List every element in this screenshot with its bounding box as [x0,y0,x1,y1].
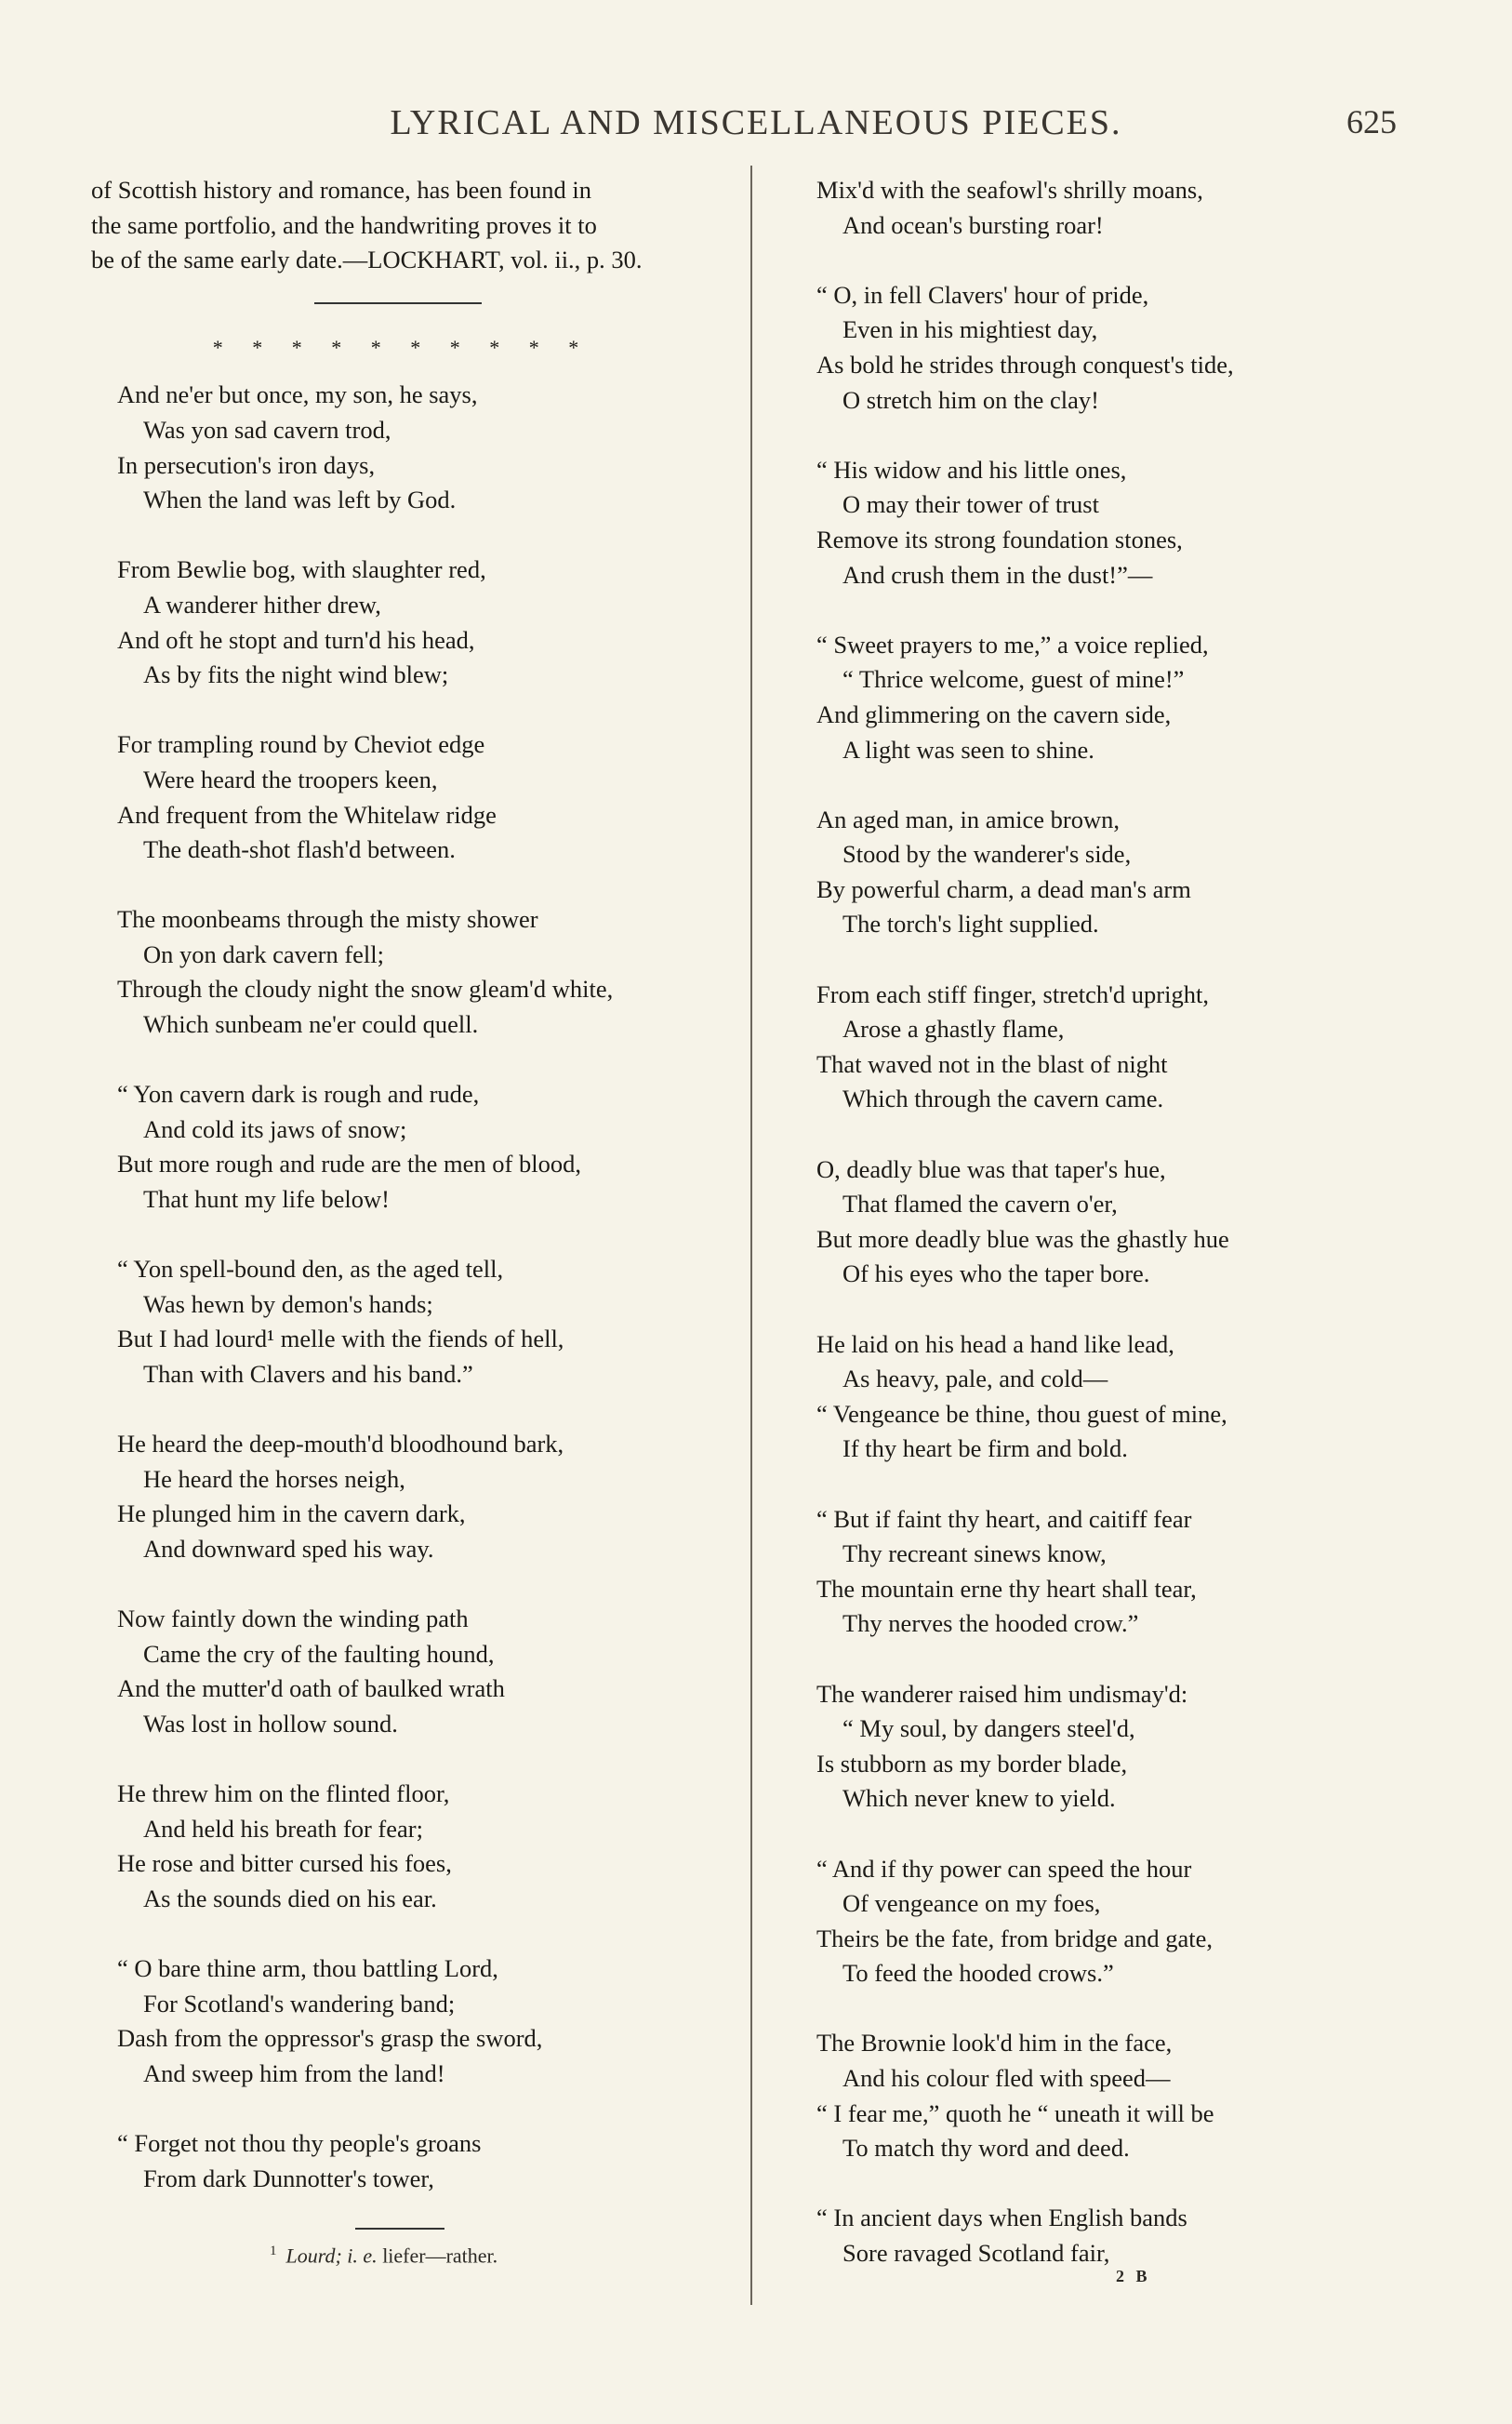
verse-line: Which never knew to yield. [842,1784,1116,1813]
right-column [790,173,1441,2306]
verse-line: “ In ancient days when English bands [816,2204,1187,2232]
verse-line: Stood by the wanderer's side, [842,840,1132,869]
verse-line: “ Sweet prayers to me,” a voice replied, [816,630,1209,659]
verse-line: A wanderer hither drew, [143,590,381,619]
stanza [790,628,1441,767]
verse-line: Were heard the troopers keen, [143,765,438,793]
verse-line: “ Forget not thou thy people's groans [117,2129,482,2158]
page-number: 625 [1346,103,1397,140]
stanza [790,173,1441,243]
verse-line: From Bewlie bog, with slaughter red, [117,555,486,584]
intro-paragraph [91,173,742,278]
verse-line: “ Yon spell-bound den, as the aged tell, [117,1255,504,1284]
intro-line: be of the same early date.—LOCKHART, vol. ii., p. 30. [91,246,643,274]
stanza [790,1852,1441,1991]
verse-line: An aged man, in amice brown, [816,805,1120,833]
verse-line: And sweep him from the land! [143,2058,445,2087]
verse-line: To match thy word and deed. [842,2134,1130,2163]
verse-line: “ I fear me,” quoth he “ uneath it will be [816,2098,1214,2127]
verse-line: And the mutter'd oath of baulked wrath [117,1674,505,1703]
asterism: * * * * * * * * * * [212,335,591,359]
verse-line: And his colour fled with speed— [842,2064,1171,2093]
verse-line: “ His widow and his little ones, [816,455,1127,484]
verse-line: And oft he stopt and turn'd his head, [117,625,475,654]
verse-line: And glimmering on the cavern side, [816,699,1172,728]
verse-line: Through the cloudy night the snow gleam'd white, [117,975,614,1004]
footnote-text: liefer—rather. [382,2244,498,2268]
verse-line: He laid on his head a hand like lead, [816,1329,1174,1358]
verse-line: “ But if faint thy heart, and caitiff fear [816,1504,1192,1533]
footnote-word: Lourd; i. e. [285,2244,378,2268]
verse-line: And held his breath for fear; [143,1814,423,1843]
verse-line: A light was seen to shine. [842,735,1094,764]
stanza [91,1427,742,1566]
verse-line: In persecution's iron days, [117,450,376,479]
stanza [790,978,1441,1117]
verse-line: He plunged him in the cavern dark, [117,1499,466,1528]
verse-line: He heard the horses neigh, [143,1464,405,1493]
stanza [91,1077,742,1217]
verse-line: That flamed the cavern o'er, [842,1190,1118,1219]
stanza [91,1252,742,1392]
verse-line: And crush them in the dust!”— [842,560,1153,589]
verse-line: He heard the deep-mouth'd bloodhound bark, [117,1430,564,1458]
footnote [270,2244,497,2268]
stanza [790,2026,1441,2165]
stanza [790,278,1441,418]
verse-line: Now faintly down the winding path [117,1605,469,1633]
stanza [790,1677,1441,1817]
verse-line: The Brownie look'd him in the face, [816,2029,1173,2058]
verse-line: And frequent from the Whitelaw ridge [117,800,497,829]
stanza [91,553,742,692]
stanza [790,803,1441,942]
verse-line: He threw him on the flinted floor, [117,1779,450,1808]
verse-line: Than with Clavers and his band.” [143,1360,473,1388]
stanza [790,1502,1441,1642]
verse-line: By powerful charm, a dead man's arm [816,874,1191,903]
verse-line: Mix'd with the seafowl's shrilly moans, [816,176,1203,204]
verse-line: On yon dark cavern fell; [143,939,385,968]
right-stanzas [790,173,1441,2271]
verse-line: He rose and bitter cursed his foes, [117,1849,452,1878]
verse-line: And cold its jaws of snow; [143,1114,407,1143]
signature-mark: 2 B [1116,2267,1151,2285]
verse-line: Thy recreant sinews know, [842,1539,1107,1568]
verse-line: The moonbeams through the misty shower [117,905,538,934]
verse-line: Remove its strong foundation stones, [816,525,1183,553]
verse-line: “ And if thy power can speed the hour [816,1854,1192,1883]
left-column [91,173,742,2231]
footnote-rule [355,2228,444,2230]
verse-line: And ne'er but once, my son, he says, [117,380,478,409]
verse-line: Dash from the oppressor's grasp the sword, [117,2024,543,2053]
verse-line: Sore ravaged Scotland fair, [842,2239,1110,2268]
stanza [790,1327,1441,1467]
verse-line: Was lost in hollow sound. [143,1709,398,1738]
verse-line: For Scotland's wandering band; [143,1989,456,2018]
stanza [91,727,742,867]
verse-line: O, deadly blue was that taper's hue, [816,1154,1166,1183]
verse-line: When the land was left by God. [143,486,457,514]
verse-line: And downward sped his way. [143,1534,434,1563]
verse-line: “ My soul, by dangers steel'd, [842,1714,1135,1743]
verse-line: But more rough and rude are the men of blood, [117,1150,581,1179]
stanza [91,1777,742,1916]
verse-line: But more deadly blue was the ghastly hue [816,1224,1229,1253]
verse-line: Which through the cavern came. [842,1085,1164,1113]
verse-line: “ Yon cavern dark is rough and rude, [117,1080,480,1109]
verse-line: “ O, in fell Clavers' hour of pride, [816,280,1149,309]
verse-line: Was yon sad cavern trod, [143,415,391,444]
verse-line: Was hewn by demon's hands; [143,1289,433,1318]
intro-line: the same portfolio, and the handwriting proves it to [91,210,597,239]
stanza [91,378,742,517]
verse-line: O stretch him on the clay! [842,385,1099,414]
verse-line: If thy heart be firm and bold. [842,1434,1128,1463]
verse-line: The torch's light supplied. [842,910,1099,939]
verse-line: The death-shot flash'd between. [143,835,456,864]
stanza [790,453,1441,593]
running-head-title: LYRICAL AND MISCELLANEOUS PIECES. [390,103,1122,142]
column-divider [750,166,752,2305]
verse-line: Thy nerves the hooded crow.” [842,1609,1139,1638]
verse-line: That hunt my life below! [143,1185,390,1214]
verse-line: As the sounds died on his ear. [143,1884,437,1912]
verse-line: The mountain erne thy heart shall tear, [816,1574,1197,1603]
verse-line: Theirs be the fate, from bridge and gate, [816,1924,1214,1952]
verse-line: As heavy, pale, and cold— [842,1365,1108,1393]
verse-line: From dark Dunnotter's tower, [143,2164,434,2192]
verse-line: Even in his mightiest day, [842,315,1098,344]
verse-line: Which sunbeam ne'er could quell. [143,1010,479,1039]
stanza [91,1602,742,1741]
verse-line: For trampling round by Cheviot edge [117,730,485,759]
verse-line: “ O bare thine arm, thou battling Lord, [117,1954,498,1983]
verse-line: O may their tower of trust [842,490,1099,519]
verse-line: But I had lourd¹ melle with the fiends of hell, [117,1325,564,1353]
verse-line: Arose a ghastly flame, [842,1015,1065,1044]
verse-line: And ocean's bursting roar! [842,210,1104,239]
stanza [790,2201,1441,2271]
stanza [91,902,742,1042]
verse-line: “ Vengeance be thine, thou guest of mine, [816,1399,1227,1428]
verse-line: “ Thrice welcome, guest of mine!” [842,665,1185,694]
verse-line: As bold he strides through conquest's tide, [816,350,1234,379]
verse-line: The wanderer raised him undismay'd: [816,1679,1188,1708]
verse-line: That waved not in the blast of night [816,1049,1168,1078]
stanza [91,2126,742,2196]
footnote-number: 1 [270,2244,277,2258]
verse-line: As by fits the night wind blew; [143,660,449,689]
stanza [91,1951,742,2091]
verse-line: From each stiff finger, stretch'd upright, [816,979,1209,1008]
left-stanzas [91,378,742,2196]
section-rule [314,302,482,304]
verse-line: Of his eyes who the taper bore. [842,1259,1150,1288]
verse-line: Came the cry of the faulting hound, [143,1639,495,1668]
stanza [790,1152,1441,1292]
intro-line: of Scottish history and romance, has been found in [91,176,591,204]
verse-line: To feed the hooded crows.” [842,1959,1114,1988]
verse-line: Is stubborn as my border blade, [816,1749,1128,1778]
verse-line: Of vengeance on my foes, [842,1889,1101,1918]
